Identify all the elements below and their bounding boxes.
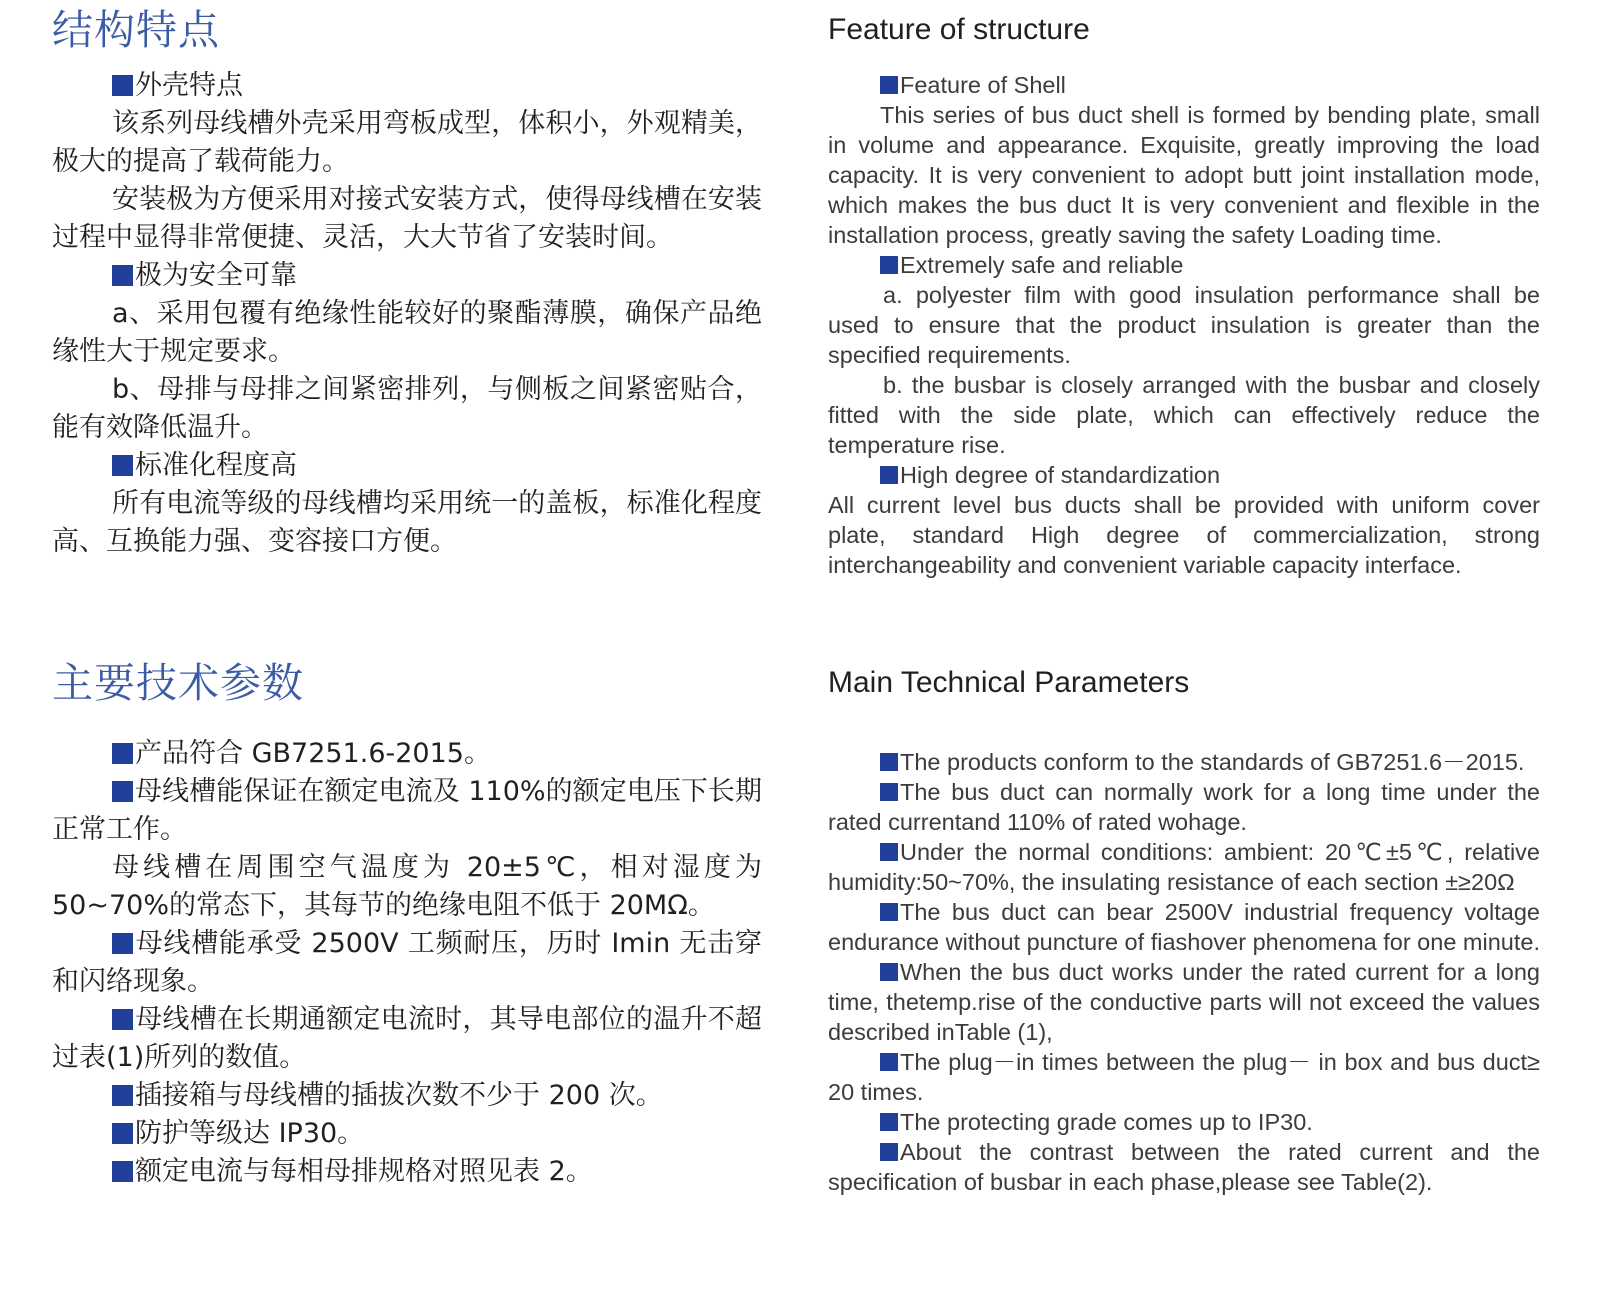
en-params-section [828,747,1540,1197]
en-param-item: The bus duct can normally work for a long time under the rated currentand 110% of rated wohage. [828,779,1540,835]
zh-param-item: 母线槽在周围空气温度为 20±5℃，相对湿度为 50~70%的常态下，其每节的绝缘电阻不低于 20MΩ。 [52,852,762,921]
en-structure-title: Feature of structure [828,13,1090,46]
zh-params-title: 主要技术参数 [52,659,304,707]
bullet-square-icon [112,265,133,286]
en-param-item: When the bus duct works under the rated current for a long time, thetemp.rise of the conductive parts will not exceed the values described inTable (1), [828,959,1540,1045]
bullet-square-icon [112,933,133,954]
zh-param-item: 母线槽能承受 2500V 工频耐压，历时 Imin 无击穿和闪络现象。 [52,928,762,997]
en-safe-b: b. the busbar is closely arranged with the busbar and closely fitted with the side plate, which can effectively reduce the temperature rise. [828,372,1540,458]
en-param-item: The products conform to the standards of GB7251.6－2015. [828,747,1540,777]
zh-std-heading: 标准化程度高 [52,447,762,485]
bullet-square-icon [880,256,898,274]
zh-structure-section [52,67,762,561]
bullet-square-icon [880,903,898,921]
zh-shell-heading: 外壳特点 [52,67,762,105]
bullet-square-icon [112,455,133,476]
bullet-square-icon [112,1009,133,1030]
bullet-square-icon [880,843,898,861]
bullet-square-icon [880,783,898,801]
bullet-square-icon [880,1143,898,1161]
zh-param-item: 母线槽在长期通额定电流时，其导电部位的温升不超过表(1)所列的数值。 [52,1004,762,1073]
en-shell-p: This series of bus duct shell is formed by bending plate, small in volume and appearance. Exquisite, greatly improving the load capacity. It is very convenient to adopt butt joint installation mode, which makes the bus duct It is very convenient and flexible in the installation process, greatly saving the safety Loading time. [828,102,1540,248]
en-std-heading: High degree of standardization [828,460,1540,490]
en-safe-a: a. polyester film with good insulation performance shall be used to ensure that the product insulation is greater than the specified requirements. [828,282,1540,368]
bullet-square-icon [880,466,898,484]
en-param-item: The bus duct can bear 2500V industrial frequency voltage endurance without puncture of fiashover phenomena for one minute. [828,899,1540,955]
zh-shell-p2: 安装极为方便采用对接式安装方式，使得母线槽在安装过程中显得非常便捷、灵活，大大节省了安装时间。 [52,184,762,253]
en-params-title: Main Technical Parameters [828,666,1190,699]
bullet-square-icon [880,1053,898,1071]
bullet-square-icon [112,781,133,802]
en-param-item: The plug－in times between the plug－ in box and bus duct≥ 20 times. [828,1049,1540,1105]
zh-structure-title: 结构特点 [52,6,220,54]
en-structure-section [828,70,1540,580]
en-param-item: Under the normal conditions: ambient: 20℃±5℃, relative humidity:50~70%, the insulating resistance of each section ±≥20Ω [828,839,1540,895]
bullet-square-icon [112,1123,133,1144]
bullet-square-icon [880,76,898,94]
bullet-square-icon [112,75,133,96]
bullet-square-icon [112,743,133,764]
zh-param-item: 防护等级达 IP30。 [52,1115,762,1153]
zh-safe-b: b、母排与母排之间紧密排列，与侧板之间紧密贴合，能有效降低温升。 [52,374,762,443]
en-shell-heading: Feature of Shell [828,70,1540,100]
en-param-item: About the contrast between the rated current and the specification of busbar in each phase,please see Table(2). [828,1139,1540,1195]
zh-param-item: 母线槽能保证在额定电流及 110%的额定电压下长期正常工作。 [52,776,762,845]
bullet-square-icon [880,1113,898,1131]
zh-params-section [52,735,762,1191]
zh-param-item: 额定电流与每相母排规格对照见表 2。 [52,1153,762,1191]
zh-std-p: 所有电流等级的母线槽均采用统一的盖板，标准化程度高、互换能力强、变容接口方便。 [52,488,762,557]
bullet-square-icon [112,1161,133,1182]
zh-safe-a: a、采用包覆有绝缘性能较好的聚酯薄膜，确保产品绝缘性大于规定要求。 [52,298,762,367]
zh-safe-heading: 极为安全可靠 [52,257,762,295]
en-safe-heading: Extremely safe and reliable [828,250,1540,280]
zh-param-item: 插接箱与母线槽的插拔次数不少于 200 次。 [52,1077,762,1115]
en-param-item: The protecting grade comes up to IP30. [828,1107,1540,1137]
en-std-p: All current level bus ducts shall be provided with uniform cover plate, standard High degree of commercialization, strong interchangeability and convenient variable capacity interface. [828,492,1540,578]
bullet-square-icon [880,753,898,771]
bullet-square-icon [112,1085,133,1106]
zh-shell-p1: 该系列母线槽外壳采用弯板成型，体积小，外观精美，极大的提高了载荷能力。 [52,108,762,177]
zh-param-item: 产品符合 GB7251.6-2015。 [52,735,762,773]
bullet-square-icon [880,963,898,981]
